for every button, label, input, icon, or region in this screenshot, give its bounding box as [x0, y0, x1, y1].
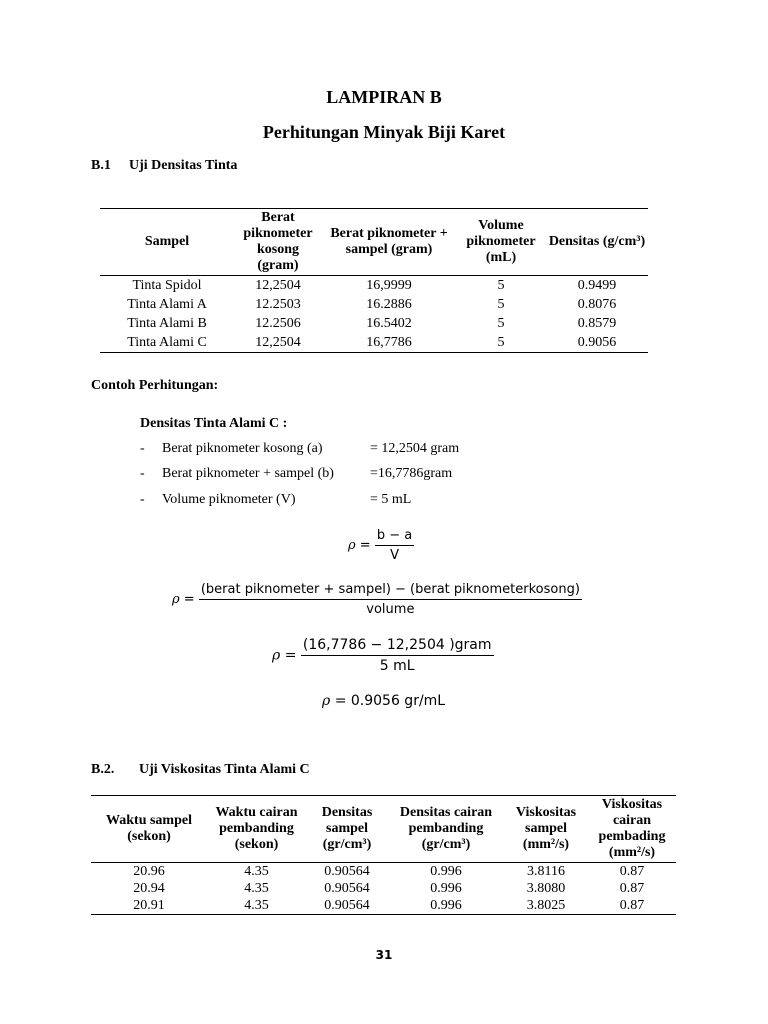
table-cell: 5	[497, 297, 505, 312]
equals-sign: =	[183, 592, 195, 607]
section-2-number: B.2.	[91, 762, 115, 777]
example-variables	[140, 441, 540, 521]
table-cell: 20.91	[133, 898, 165, 913]
denominator: 5 mL	[379, 658, 415, 674]
table-cell: 0.9056	[577, 335, 617, 350]
section-1-heading	[91, 158, 237, 174]
result-value: 0.9056 gr/mL	[350, 693, 446, 709]
page-title: LAMPIRAN B	[326, 87, 442, 107]
table-cell: 4.35	[244, 881, 269, 896]
page-subtitle: Perhitungan Minyak Biji Karet	[262, 122, 506, 142]
table-cell: 5	[497, 335, 505, 350]
viscosity-table	[91, 795, 676, 915]
denominator: volume	[366, 602, 415, 617]
numerator: b − a	[375, 528, 414, 546]
variable-value: =16,7786gram	[370, 466, 453, 481]
numerator: (berat piknometer + sampel) − (berat piknometerkosong)	[199, 582, 582, 600]
bullet-dash: -	[140, 466, 145, 481]
fraction	[199, 582, 582, 617]
table-cell: 12,2504	[255, 335, 301, 350]
table-cell: 4.35	[244, 898, 269, 913]
column-header: Volume piknometer (mL)	[456, 209, 546, 276]
equals-sign: =	[334, 693, 347, 709]
table-row	[91, 897, 676, 915]
table-row	[100, 314, 648, 333]
bullet-dash: -	[140, 441, 145, 456]
table-cell: 12,2504	[255, 278, 301, 293]
table-cell: 0.996	[430, 881, 462, 896]
variable-value: = 5 mL	[370, 492, 412, 507]
table-cell: 0.90564	[324, 898, 370, 913]
table-cell: Tinta Alami C	[127, 335, 207, 350]
table-cell: 16.2886	[366, 297, 412, 312]
section-1-number: B.1	[91, 158, 111, 173]
table-cell: 16,7786	[366, 335, 412, 350]
table-cell: 0.87	[619, 898, 645, 913]
table-cell: 3.8025	[526, 898, 566, 913]
table-cell: Tinta Alami A	[127, 297, 207, 312]
table-row	[91, 880, 676, 897]
table-cell: 0.90564	[324, 881, 370, 896]
column-header: Viskositas sampel (mm²/s)	[504, 796, 588, 863]
equation-1	[348, 528, 414, 563]
equals-sign: =	[284, 647, 297, 664]
table-header-row	[91, 796, 676, 863]
fraction	[301, 637, 494, 674]
bullet-dash: -	[140, 492, 145, 507]
table-cell: 5	[497, 316, 505, 331]
numerator: (16,7786 − 12,2504 )gram	[301, 637, 494, 656]
table-cell: 0.996	[430, 864, 462, 879]
variable-label: Volume piknometer (V)	[162, 492, 296, 507]
section-2-heading	[91, 762, 310, 778]
column-header: Berat piknometer + sampel (gram)	[322, 209, 456, 276]
page-number: 31	[375, 948, 393, 962]
table-row	[100, 333, 648, 353]
table-cell: Tinta Spidol	[132, 278, 202, 293]
table-cell: 0.996	[430, 898, 462, 913]
table-cell: 0.9499	[577, 278, 617, 293]
table-cell: 3.8080	[526, 881, 566, 896]
variable-label: Berat piknometer kosong (a)	[162, 441, 323, 456]
table-cell: 12.2506	[255, 316, 301, 331]
column-header: Densitas sampel (gr/cm³)	[306, 796, 388, 863]
equation-2	[172, 582, 582, 617]
denominator: V	[390, 548, 399, 563]
table-cell: 20.94	[133, 881, 165, 896]
table-cell: 0.87	[619, 864, 645, 879]
equation-3	[272, 637, 494, 674]
column-header: Densitas (g/cm³)	[546, 209, 648, 276]
table-cell: 12.2503	[255, 297, 301, 312]
column-header: Berat piknometer kosong (gram)	[234, 209, 322, 276]
column-header: Waktu cairan pembanding (sekon)	[207, 796, 306, 863]
section-2-title: Uji Viskositas Tinta Alami C	[139, 762, 310, 777]
rho-symbol: ρ	[272, 647, 281, 664]
variable-value: = 12,2504 gram	[370, 441, 460, 456]
table-cell: 0.90564	[324, 864, 370, 879]
table-cell: 0.8076	[577, 297, 617, 312]
table-cell: 16,9999	[366, 278, 412, 293]
table-cell: 5	[497, 278, 505, 293]
density-table	[100, 208, 648, 353]
column-header: Densitas cairan pembanding (gr/cm³)	[388, 796, 504, 863]
fraction	[375, 528, 414, 563]
variable-label: Berat piknometer + sampel (b)	[162, 466, 334, 481]
column-header: Sampel	[100, 209, 234, 276]
table-row	[100, 276, 648, 296]
table-cell: 3.8116	[527, 864, 565, 879]
column-header: Waktu sampel (sekon)	[91, 796, 207, 863]
table-cell: 0.87	[619, 881, 645, 896]
example-heading: Contoh Perhitungan:	[91, 378, 219, 393]
table-cell: 20.96	[133, 864, 165, 879]
section-1-title: Uji Densitas Tinta	[129, 158, 238, 173]
column-header: Viskositas cairan pembading (mm²/s)	[588, 796, 676, 863]
equals-sign: =	[359, 538, 371, 553]
table-row	[100, 295, 648, 314]
example-subheading: Densitas Tinta Alami C :	[140, 416, 288, 431]
table-cell: 0.8579	[577, 316, 617, 331]
rho-symbol: ρ	[322, 693, 331, 709]
table-cell: 4.35	[244, 864, 269, 879]
table-cell: Tinta Alami B	[127, 316, 207, 331]
rho-symbol: ρ	[348, 538, 356, 553]
equation-result	[322, 693, 445, 709]
table-header-row	[100, 209, 648, 276]
table-row	[91, 863, 676, 881]
rho-symbol: ρ	[172, 592, 180, 607]
table-cell: 16.5402	[366, 316, 412, 331]
